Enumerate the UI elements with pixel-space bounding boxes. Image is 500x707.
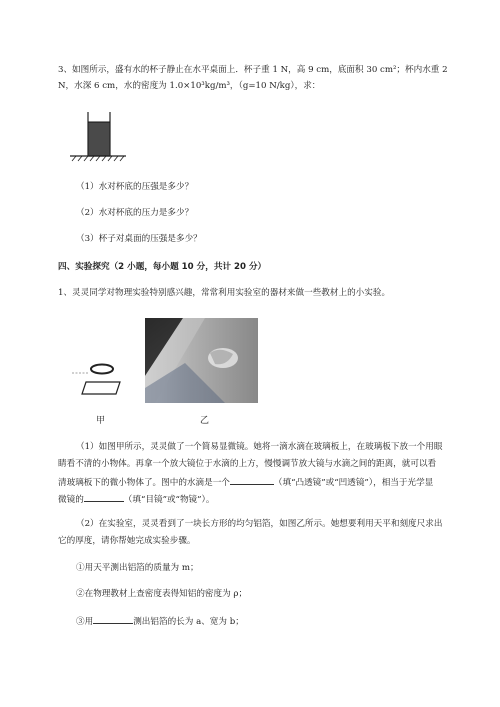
q1-part2-line1: （2）在实验室，灵灵看到了一块长方形的均匀铝箔，如图乙所示。她想要利用天平和刻度尺求出 — [76, 519, 443, 529]
q1-part1-line4-prefix: 微镜的 — [58, 495, 84, 505]
q1-part1-line3 — [58, 475, 478, 489]
q3-text-line2: N，水深 6 cm，水的密度为 1.0×10³kg/m³，（g=10 N/kg），求： — [58, 81, 321, 91]
q1-step1: ①用天平测出铝箔的质量为 m； — [76, 563, 199, 573]
q1-step3-prefix: ③用 — [76, 617, 94, 627]
answer-blank-eyepiece-objective[interactable] — [84, 492, 124, 502]
answer-blank-tool[interactable] — [93, 614, 133, 624]
q1-intro: 1、灵灵同学对物理实验特别感兴趣，常常利用实验室的器材来做一些教材上的小实验。 — [58, 288, 391, 298]
water-cup-figure — [68, 104, 128, 164]
figure-label-jia: 甲 — [96, 416, 106, 426]
q3-text-line1: 3、如图所示，盛有水的杯子静止在水平桌面上．杯子重 1 N，高 9 cm，底面积 30 cm²；杯内水重 2 — [58, 65, 448, 75]
q1-step3 — [76, 614, 496, 628]
answer-blank-lens-type[interactable] — [230, 475, 274, 485]
aluminum-foil-photo — [145, 318, 258, 403]
q1-part1-line4 — [58, 492, 478, 506]
q1-step2: ②在物理教材上查密度表得知铝的密度为 ρ； — [76, 589, 248, 599]
q1-part2-line2: 它的厚度，请你帮她完成实验步骤。 — [58, 536, 196, 546]
section4-title: 四、实验探究（2 小题，每小题 10 分，共计 20 分） — [58, 262, 267, 272]
q3-sub1: （1）水对杯底的压强是多少？ — [76, 182, 194, 192]
microscope-setup-figure — [72, 362, 132, 402]
figure-label-yi: 乙 — [200, 416, 210, 426]
q1-step3-suffix: 测出铝箔的长为 a、宽为 b； — [133, 617, 244, 627]
q1-part1-line3-suffix: （填“凸透镜”或“凹透镜”），相当于光学显 — [273, 478, 434, 488]
q1-part1-line4-suffix: （填“目镜”或“物镜”）。 — [123, 495, 215, 505]
q1-part1-line3-prefix: 清玻璃板下的微小物体了。图中的水滴是一个 — [58, 478, 230, 488]
q3-sub2: （2）水对杯底的压力是多少？ — [76, 208, 194, 218]
q3-sub3: （3）杯子对桌面的压强是多少？ — [76, 234, 202, 244]
q1-part1-line1: （1）如图甲所示，灵灵做了一个简易显微镜。她将一滴水滴在玻璃板上，在玻璃板下放一个用眼 — [76, 442, 443, 452]
q1-part1-line2: 睛看不清的小物体。再拿一个放大镜位于水滴的上方，慢慢调节放大镜与水滴之间的距离，就可以看 — [58, 459, 437, 469]
